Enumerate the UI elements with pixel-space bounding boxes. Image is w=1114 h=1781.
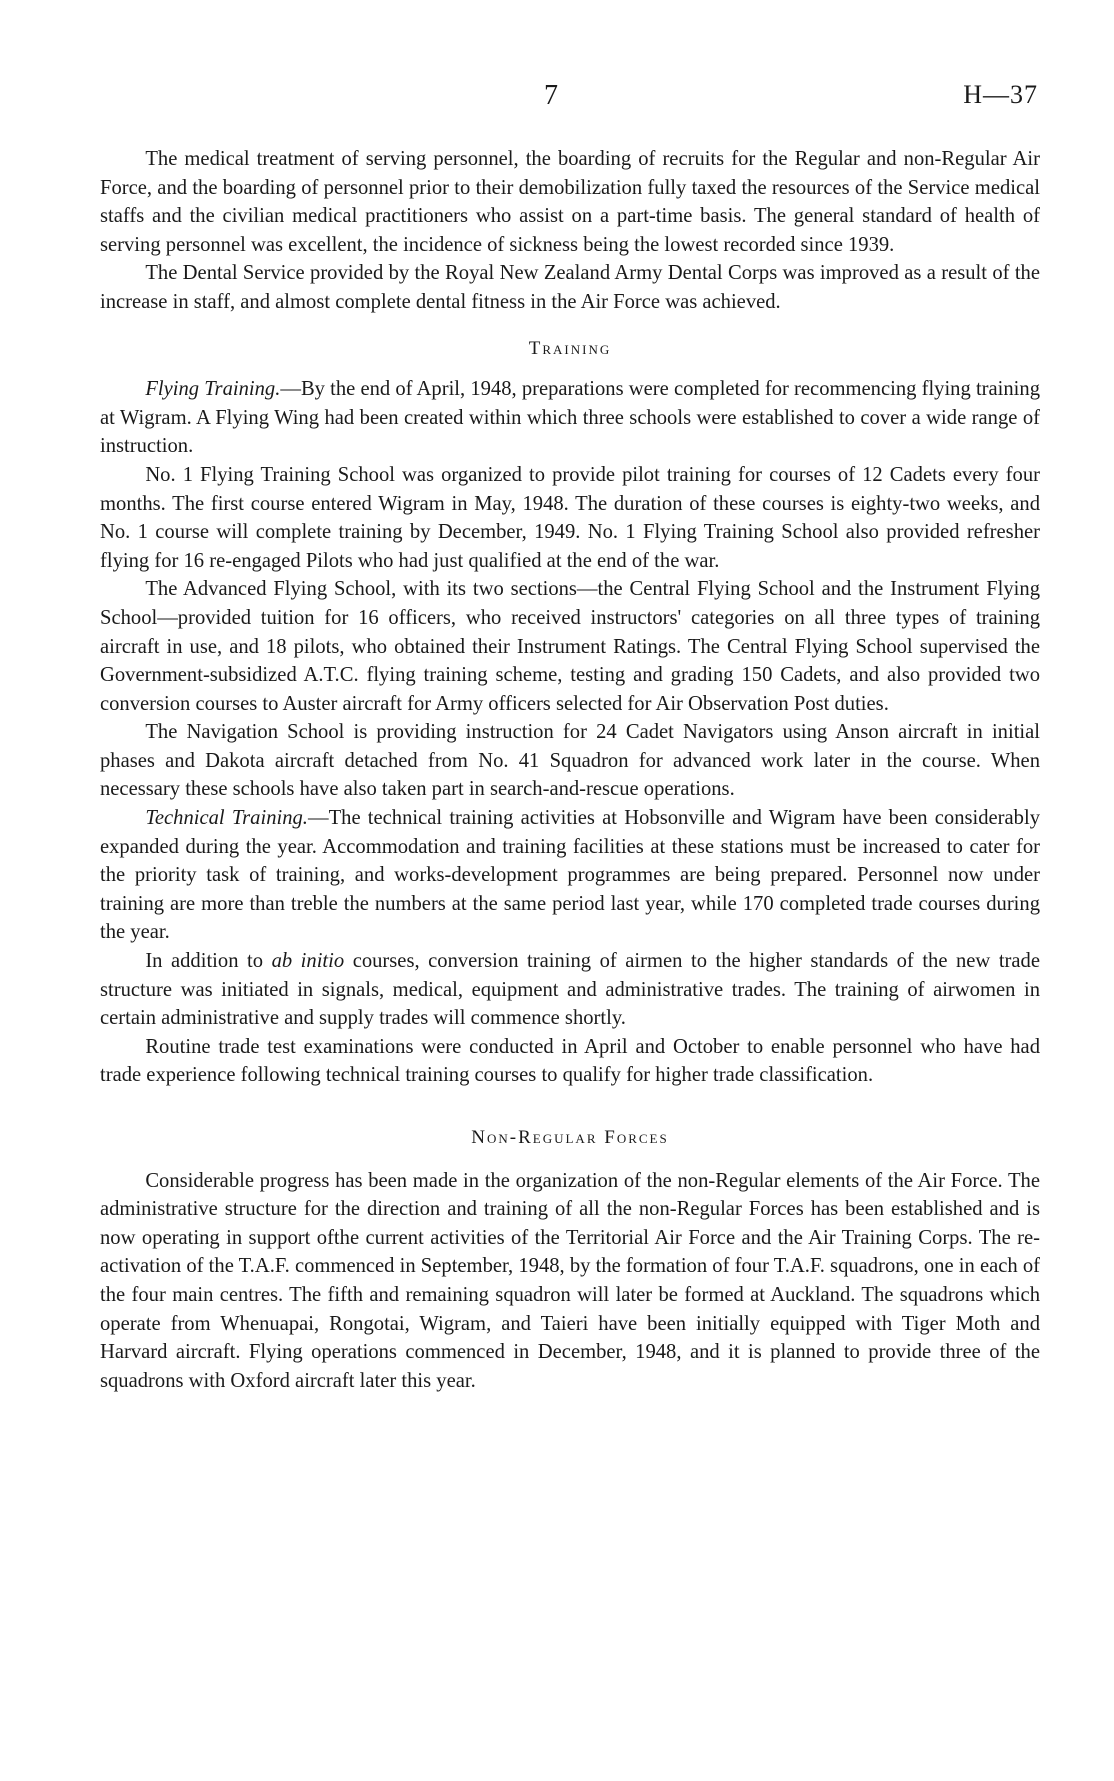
- document-reference: H—37: [963, 80, 1038, 109]
- paragraph-flying-training: [100, 375, 1040, 461]
- paragraph-non-regular: Considerable progress has been made in the organization of the non-Regular elements of the Air Force. The administrative structure for the direction and training of all the non-Regular Forces has been established and is now operating in support ofthe current activities of the Territorial Air Force and the Air Training Corps. The re-activation of the T.A.F. commenced in September, 1948, by the formation of four T.A.F. squadrons, one in each of the four main centres. The fifth and remaining squadron will later be formed at Auckland. The squadrons which operate from Whenuapai, Rongotai, Wigram, and Taieri have been initially equipped with Tiger Moth and Harvard aircraft. Flying operations commenced in December, 1948, and it is planned to provide three of the squadrons with Oxford aircraft later this year.: [100, 1169, 1040, 1392]
- paragraph-text: In addition to: [145, 950, 272, 973]
- paragraph-no1-fts: No. 1 Flying Training School was organized to provide pilot training for courses of 12 Cadets every four months. The first course entered Wigram in May, 1948. The duration of these courses is eighty-two weeks, and No. 1 course will complete training by December, 1949. No. 1 Flying Training School also provided refresher flying for 16 re-engaged Pilots who had just qualified at the end of the war.: [100, 463, 1040, 572]
- page-body: [100, 145, 1040, 1395]
- paragraph-advanced-flying: The Advanced Flying School, with its two sections—the Central Flying School and the Instrument Flying School—provided tuition for 16 officers, who received instructors' categories on all three types of training aircraft in use, and 18 pilots, who obtained their Instrument Ratings. The Central Flying School supervised the Government-subsidized A.T.C. flying training scheme, testing and grading 150 Cadets, and also provided two conversion courses to Auster aircraft for Army officers selected for Air Observation Post duties.: [100, 578, 1040, 715]
- paragraph-text: —By the end of April, 1948, preparations were completed for recommencing flying training at Wigram. A Flying Wing had been created within which three schools were established to cover a wide range of instruction.: [100, 378, 1040, 458]
- italic-term: ab initio: [271, 950, 345, 973]
- paragraph-ab-initio: [100, 947, 1040, 1033]
- paragraph-technical-training: [100, 804, 1040, 947]
- run-in-heading-technical-training: Technical Training.: [145, 807, 308, 830]
- section-heading-non-regular: Non-Regular Forces: [471, 1127, 669, 1148]
- paragraph-text: courses, conversion training of airmen to the higher standards of the new trade structure was initiated in signals, medical, equipment and administrative trades. The training of airwomen in certain administrative and supply trades will commence shortly.: [100, 950, 1040, 1030]
- paragraph-trade-tests: Routine trade test examinations were conducted in April and October to enable personnel who have had trade experience following technical training courses to qualify for higher trade classification.: [100, 1035, 1040, 1087]
- paragraph-medical: The medical treatment of serving personnel, the boarding of recruits for the Regular and non-Regular Air Force, and the boarding of personnel prior to their demobilization fully taxed the resources of the Service medical staffs and the civilian medical practitioners who assist on a part-time basis. The general standard of health of serving personnel was excellent, the incidence of sickness being the lowest recorded since 1939.: [100, 148, 1040, 256]
- run-in-heading-flying-training: Flying Training.: [145, 378, 281, 401]
- paragraph-dental: The Dental Service provided by the Royal New Zealand Army Dental Corps was improved as a result of the increase in staff, and almost complete dental fitness in the Air Force was achieved.: [100, 262, 1040, 313]
- page-header: [0, 80, 1114, 120]
- section-heading-training: Training: [528, 337, 612, 359]
- page-number: 7: [544, 80, 558, 111]
- paragraph-navigation: The Navigation School is providing instruction for 24 Cadet Navigators using Anson aircraft in initial phases and Dakota aircraft detached from No. 41 Squadron for advanced work later in the course. When necessary these schools have also taken part in search-and-rescue operations.: [100, 721, 1040, 801]
- paragraph-text: —The technical training activities at Hobsonville and Wigram have been considerably expanded during the year. Accommodation and training facilities at these stations must be increased to cater for the priority task of training, and works-development programmes are being prepared. Personnel now under training are more than treble the numbers at the same period last year, while 170 completed trade courses during the year.: [100, 807, 1040, 944]
